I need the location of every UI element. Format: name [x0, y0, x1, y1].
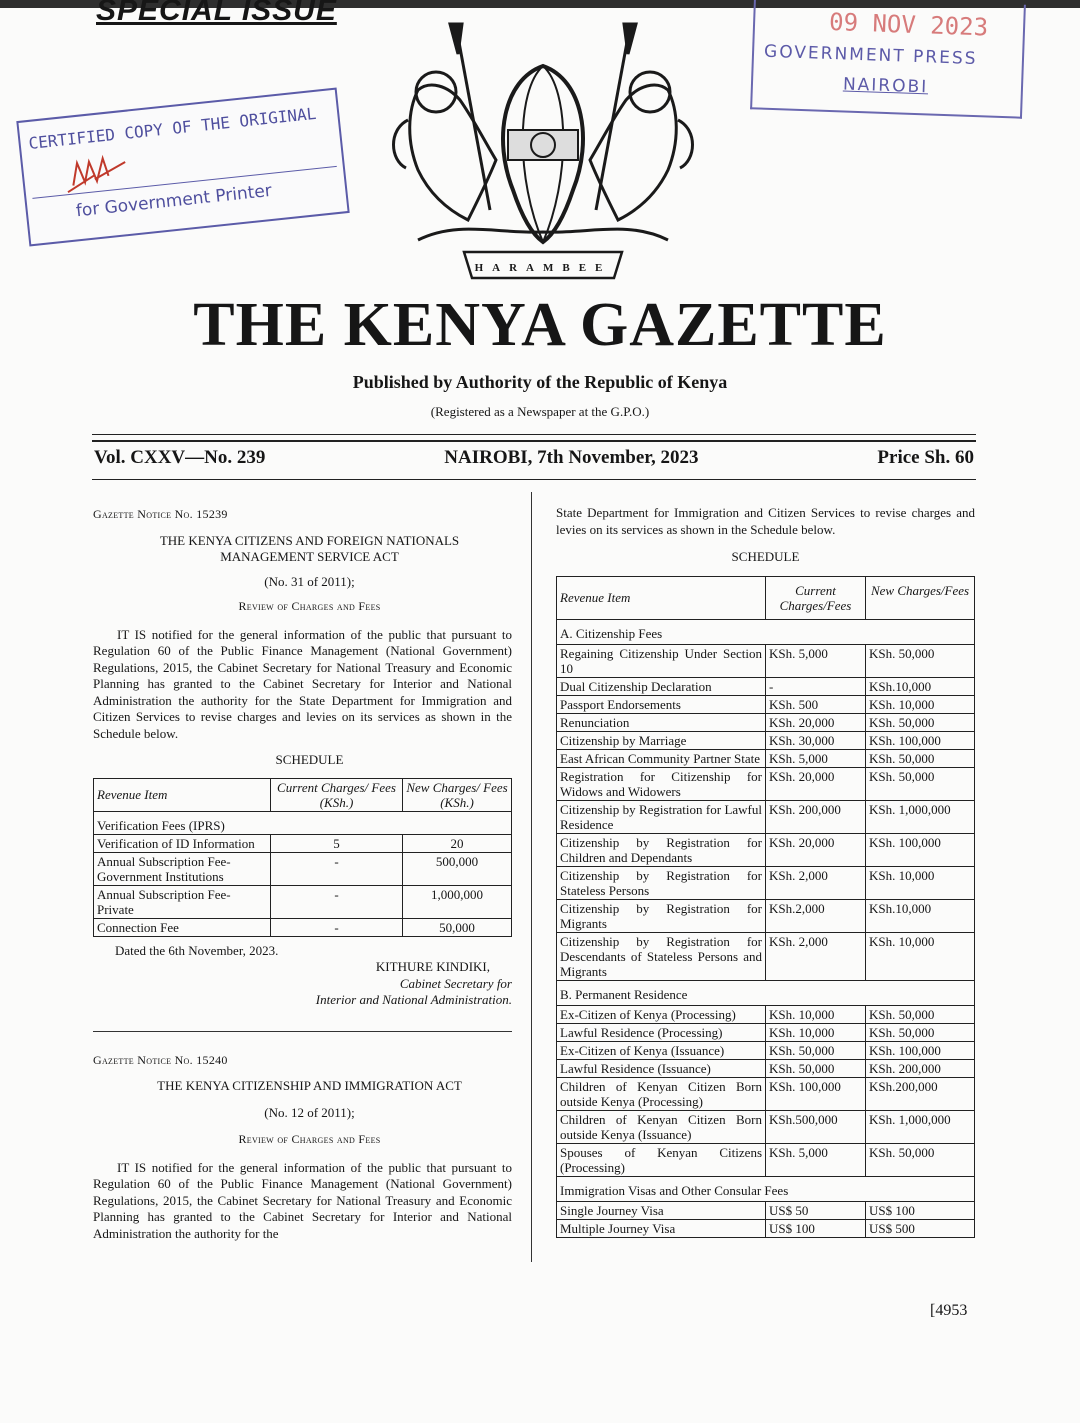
- registered-line: (Registered as a Newspaper at the G.P.O.): [430, 404, 650, 419]
- cell-current: -: [271, 852, 403, 885]
- act-number: (No. 12 of 2011);: [264, 1104, 355, 1120]
- table-row: [557, 731, 975, 749]
- dateline: NAIROBI, 7th November, 2023: [444, 447, 699, 468]
- cell-current: KSh. 30,000: [766, 731, 866, 749]
- cell-item: Regaining Citizenship Under Section 10: [557, 644, 766, 677]
- cell-item: Dual Citizenship Declaration: [557, 677, 766, 695]
- cell-current: KSh. 500: [766, 695, 866, 713]
- gazette-title: THE KENYA GAZETTE: [193, 291, 887, 359]
- masthead-rule-bottom: [92, 479, 976, 480]
- col-header-new: New Charges/Fees: [866, 576, 975, 619]
- col-header-current: Current Charges/ Fees (KSh.): [271, 778, 403, 811]
- cell-item: Registration for Citizenship for Widows and Widowers: [557, 767, 766, 800]
- table-row: [94, 918, 512, 936]
- table-row: [557, 800, 975, 833]
- motto-text: HARAMBEE: [474, 262, 612, 274]
- masthead-rule-top: [92, 434, 976, 435]
- cell-new: KSh. 100,000: [866, 1041, 975, 1059]
- table-row: [557, 749, 975, 767]
- cell-new: 1,000,000: [403, 885, 512, 918]
- cell-new: KSh. 50,000: [866, 1023, 975, 1041]
- section-label: B. Permanent Residence: [557, 980, 975, 1005]
- table-section-row: [557, 980, 975, 1005]
- cell-item: Renunciation: [557, 713, 766, 731]
- citizenship-fees-rows: [557, 644, 975, 980]
- cell-new: 20: [403, 834, 512, 852]
- cell-item: Children of Kenyan Citizen Born outside Kenya (Processing): [557, 1077, 766, 1110]
- table-row: [557, 713, 975, 731]
- table-row: [557, 767, 975, 800]
- signatory-name: KITHURE KINDIKI,: [375, 959, 490, 974]
- col-header-item: Revenue Item: [94, 778, 271, 811]
- cell-new: KSh. 10,000: [866, 695, 975, 713]
- notice-body-continued: State Department for Immigration and Citizen Services to revise charges and levies on its services as shown in the Schedule below.: [556, 505, 975, 537]
- printer-text: for Government Printer: [75, 180, 273, 222]
- cell-current: KSh.2,000: [766, 899, 866, 932]
- cell-new: 500,000: [403, 852, 512, 885]
- table-row: [557, 1023, 975, 1041]
- act-title: [93, 533, 512, 566]
- volume-number: Vol. CXXV—No. 239: [94, 447, 266, 468]
- table-row: [557, 1077, 975, 1110]
- schedule-table: [93, 778, 512, 937]
- table-section-row: [557, 1176, 975, 1201]
- cell-current: KSh. 50,000: [766, 1041, 866, 1059]
- review-heading: Review of Charges and Fees: [238, 599, 381, 613]
- stamp-city: NAIROBI: [842, 74, 929, 98]
- act-title: THE KENYA CITIZENSHIP AND IMMIGRATION ACT: [157, 1078, 462, 1093]
- cell-item: Ex-Citizen of Kenya (Issuance): [557, 1041, 766, 1059]
- table-row: [557, 1201, 975, 1219]
- cell-current: KSh. 100,000: [766, 1077, 866, 1110]
- table-row: [557, 1005, 975, 1023]
- cell-new: KSh. 10,000: [866, 932, 975, 980]
- cell-new: KSh. 100,000: [866, 833, 975, 866]
- table-row: [557, 695, 975, 713]
- table-section-row: [94, 811, 512, 834]
- cell-item: Spouses of Kenyan Citizens (Processing): [557, 1143, 766, 1176]
- page-number: [4953: [930, 1302, 968, 1319]
- notice-number: Gazette Notice No. 15239: [93, 507, 228, 521]
- signature-block: [93, 959, 512, 1009]
- cell-new: US$ 100: [866, 1201, 975, 1219]
- cell-new: KSh.200,000: [866, 1077, 975, 1110]
- notice-separator: [93, 1031, 512, 1032]
- table-section-row: [557, 619, 975, 644]
- stamp-press: GOVERNMENT PRESS: [763, 41, 978, 70]
- certified-copy-stamp: [16, 88, 349, 247]
- published-line: Published by Authority of the Republic of Kenya: [352, 372, 728, 392]
- table-row: [557, 1110, 975, 1143]
- notice-number: Gazette Notice No. 15240: [93, 1052, 228, 1067]
- cell-current: KSh. 20,000: [766, 713, 866, 731]
- cell-item: Citizenship by Registration for Children and Dependants: [557, 833, 766, 866]
- cell-item: Multiple Journey Visa: [557, 1219, 766, 1237]
- cell-item: Citizenship by Marriage: [557, 731, 766, 749]
- cell-current: KSh. 5,000: [766, 749, 866, 767]
- act-title-line2: MANAGEMENT SERVICE ACT: [220, 549, 399, 564]
- schedule-heading: SCHEDULE: [731, 549, 800, 564]
- masthead-rule-top-thick: [92, 440, 976, 442]
- price: Price Sh. 60: [877, 447, 974, 468]
- cell-new: KSh. 50,000: [866, 767, 975, 800]
- special-issue-heading: SPECIAL ISSUE: [96, 0, 337, 27]
- section-label: Verification Fees (IPRS): [94, 811, 512, 834]
- cell-new: KSh.10,000: [866, 677, 975, 695]
- cell-item: Annual Subscription Fee-Private: [94, 885, 271, 918]
- cell-item: Lawful Residence (Issuance): [557, 1059, 766, 1077]
- review-heading: Review of Charges and Fees: [238, 1132, 381, 1146]
- table-header-row: [557, 576, 975, 619]
- table-row: [557, 1041, 975, 1059]
- cell-new: KSh. 200,000: [866, 1059, 975, 1077]
- dated-line: Dated the 6th November, 2023.: [115, 942, 279, 958]
- cell-current: -: [271, 918, 403, 936]
- table-row: [557, 932, 975, 980]
- table-row: [557, 1219, 975, 1237]
- cell-current: KSh. 10,000: [766, 1023, 866, 1041]
- table-row: [94, 885, 512, 918]
- signatory-role: Cabinet Secretary for: [399, 975, 512, 991]
- cell-current: KSh. 2,000: [766, 932, 866, 980]
- col-header-item: Revenue Item: [557, 576, 766, 619]
- schedule-table: [556, 576, 975, 1238]
- certified-text: CERTIFIED COPY OF THE ORIGINAL: [27, 103, 318, 153]
- table-row: [94, 834, 512, 852]
- cell-new: KSh. 50,000: [866, 1005, 975, 1023]
- cell-item: Single Journey Visa: [557, 1201, 766, 1219]
- cell-current: -: [271, 885, 403, 918]
- cell-item: Verification of ID Information: [94, 834, 271, 852]
- cell-item: Citizenship by Registration for Descendants of Stateless Persons and Migrants: [557, 932, 766, 980]
- schedule-heading: SCHEDULE: [275, 752, 344, 767]
- table-row: [557, 677, 975, 695]
- cell-new: KSh. 50,000: [866, 644, 975, 677]
- cell-new: KSh. 50,000: [866, 749, 975, 767]
- notice-body: IT IS notified for the general information of the public that pursuant to Regulation 60 of the Public Finance Management (National Government) Regulations, 2015, the Cabinet Secretary for National Treasury and Economic Planning has granted to the Cabinet Secretary for Interior and National Administration the authority for the State Department for Immigration and Citizen Services to revise charges and levies on its services as shown in the Schedule below.: [93, 626, 512, 741]
- section-label: Immigration Visas and Other Consular Fees: [557, 1176, 975, 1201]
- cell-new: KSh. 10,000: [866, 866, 975, 899]
- cell-current: -: [766, 677, 866, 695]
- visa-fees-rows: [557, 1201, 975, 1237]
- cell-new: KSh.10,000: [866, 899, 975, 932]
- column-divider: [531, 492, 532, 1262]
- table-row: [94, 852, 512, 885]
- cell-current: KSh.500,000: [766, 1110, 866, 1143]
- cell-current: KSh. 5,000: [766, 644, 866, 677]
- cell-item: Connection Fee: [94, 918, 271, 936]
- table-row: [557, 1143, 975, 1176]
- notice-body: IT IS notified for the general information of the public that pursuant to Regulation 60 of the Public Finance Management (National Government) Regulations, 2015, the Cabinet Secretary for National Treasury and Economic Planning has granted to the Cabinet Secretary for Interior and National Administration the authority for the: [93, 1159, 512, 1241]
- coat-of-arms-icon: [378, 20, 708, 286]
- table-row: [557, 866, 975, 899]
- cell-current: US$ 100: [766, 1219, 866, 1237]
- act-number: (No. 31 of 2011);: [264, 573, 355, 589]
- table-header-row: [94, 778, 512, 811]
- cell-item: Passport Endorsements: [557, 695, 766, 713]
- cell-item: Citizenship by Registration for Migrants: [557, 899, 766, 932]
- cell-current: US$ 50: [766, 1201, 866, 1219]
- table-row: [557, 833, 975, 866]
- cell-item: East African Community Partner State: [557, 749, 766, 767]
- cell-item: Annual Subscription Fee-Government Institutions: [94, 852, 271, 885]
- stamp-date: 09 NOV 2023: [828, 7, 989, 42]
- col-header-current: Current Charges/Fees: [766, 576, 866, 619]
- col-header-new: New Charges/ Fees (KSh.): [403, 778, 512, 811]
- cell-item: Citizenship by Registration for Lawful Residence: [557, 800, 766, 833]
- cell-item: Citizenship by Registration for Stateless Persons: [557, 866, 766, 899]
- cell-current: KSh. 20,000: [766, 767, 866, 800]
- government-press-stamp: [750, 0, 1026, 119]
- cell-item: Children of Kenyan Citizen Born outside Kenya (Issuance): [557, 1110, 766, 1143]
- cell-current: KSh. 10,000: [766, 1005, 866, 1023]
- left-column: [93, 506, 512, 1242]
- cell-new: KSh. 50,000: [866, 1143, 975, 1176]
- cell-new: KSh. 50,000: [866, 713, 975, 731]
- table-row: [557, 644, 975, 677]
- cell-item: Ex-Citizen of Kenya (Processing): [557, 1005, 766, 1023]
- cell-new: KSh. 1,000,000: [866, 800, 975, 833]
- cell-current: KSh. 50,000: [766, 1059, 866, 1077]
- cell-new: KSh. 100,000: [866, 731, 975, 749]
- cell-current: KSh. 5,000: [766, 1143, 866, 1176]
- table-row: [557, 1059, 975, 1077]
- right-column: [556, 505, 975, 1238]
- act-title-line1: THE KENYA CITIZENS AND FOREIGN NATIONALS: [159, 532, 460, 548]
- permanent-residence-rows: [557, 1005, 975, 1176]
- signatory-ministry: Interior and National Administration.: [315, 992, 512, 1007]
- cell-new: KSh. 1,000,000: [866, 1110, 975, 1143]
- masthead: [94, 447, 974, 469]
- cell-current: 5: [271, 834, 403, 852]
- cell-new: 50,000: [403, 918, 512, 936]
- cell-current: KSh. 200,000: [766, 800, 866, 833]
- section-label: A. Citizenship Fees: [557, 619, 975, 644]
- cell-new: US$ 500: [866, 1219, 975, 1237]
- cell-item: Lawful Residence (Processing): [557, 1023, 766, 1041]
- table-row: [557, 899, 975, 932]
- cell-current: KSh. 20,000: [766, 833, 866, 866]
- cell-current: KSh. 2,000: [766, 866, 866, 899]
